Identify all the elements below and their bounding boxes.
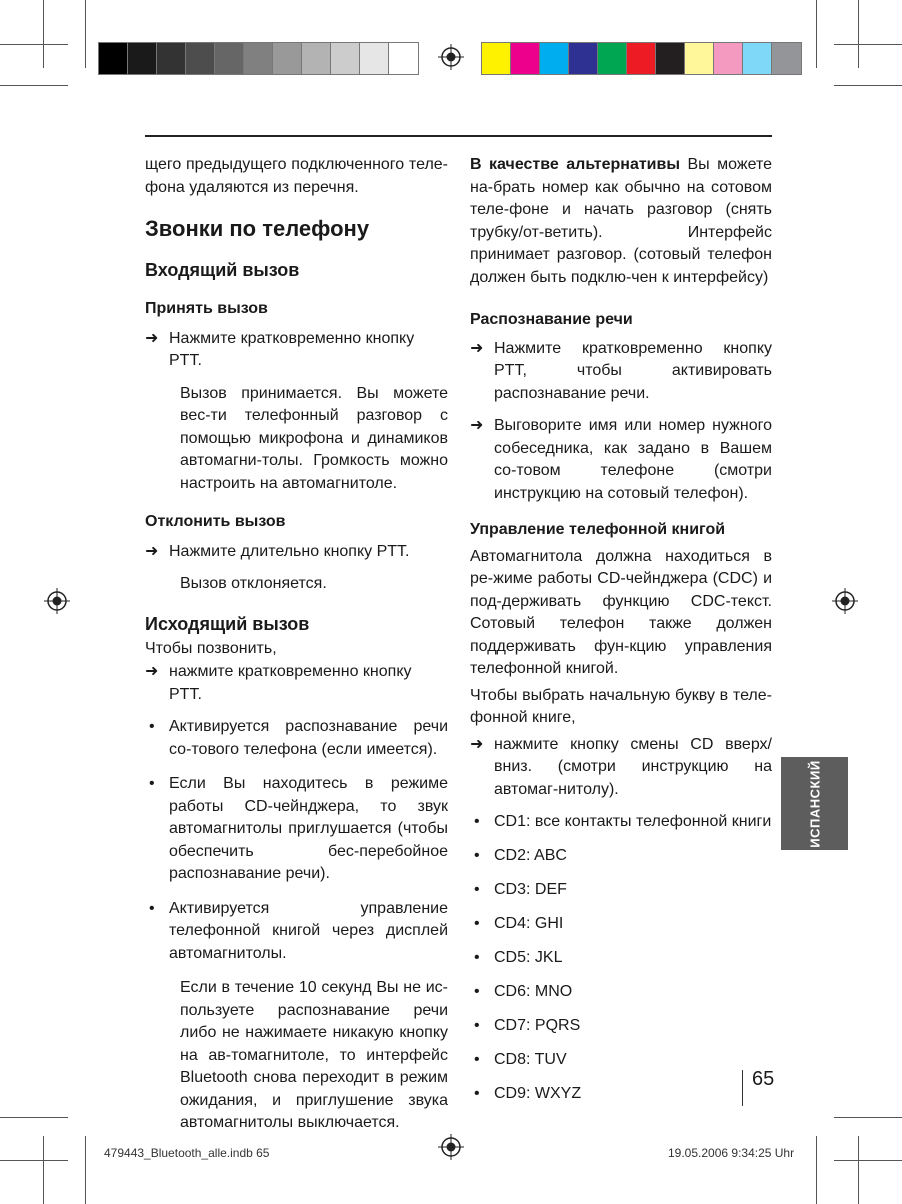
crop-mark xyxy=(834,85,902,86)
timeout-note: Если в течение 10 секунд Вы не ис-пользуете распознавание речи либо не нажимаете никакую кнопку на ав-томагнитоле, то интерфейс Bluetooth снова переходит в режим ожидания, и приглушение звука автомагнитолы выключается. xyxy=(180,979,448,1131)
crop-mark xyxy=(834,44,902,45)
bullet-icon: • xyxy=(474,847,480,864)
cd-list-item: • CD1: все контакты телефонной книги xyxy=(470,811,772,834)
bullet-icon: • xyxy=(474,1017,480,1034)
color-swatch xyxy=(743,43,772,74)
cd-list-item: • CD7: PQRS xyxy=(470,1015,772,1038)
registration-mark-icon xyxy=(44,588,70,614)
color-swatch xyxy=(685,43,714,74)
crop-mark xyxy=(43,0,44,68)
footer-filename: 479443_Bluetooth_alle.indb 65 xyxy=(104,1146,270,1160)
crop-mark xyxy=(0,1160,68,1161)
color-swatch xyxy=(360,43,389,74)
list-item: • Если Вы находитесь в режиме работы CD-чейнджера, то звук автомагнитолы приглушается (чтобы обеспечить бес-перебойное распознавание речи). xyxy=(149,775,448,882)
arrow-icon: ➜ xyxy=(470,339,484,357)
cd-list-item: • CD5: JKL xyxy=(470,947,772,970)
bullet-icon: • xyxy=(149,718,155,735)
accept-step: ➜ Нажмите кратковременно кнопку PTT. xyxy=(145,329,415,369)
phonebook-text: Чтобы выбрать начальную букву в теле-фонной книге, xyxy=(470,686,772,726)
header-rule xyxy=(145,135,772,137)
crop-mark xyxy=(0,1117,68,1118)
bullet-icon: • xyxy=(474,983,480,1000)
bullet-icon: • xyxy=(474,813,480,830)
page-number: 65 xyxy=(752,1068,775,1090)
color-swatch xyxy=(128,43,157,74)
footer-timestamp: 19.05.2006 9:34:25 Uhr xyxy=(668,1146,795,1160)
phonebook-heading: Управление телефонной книгой xyxy=(470,521,726,538)
color-swatch xyxy=(186,43,215,74)
speech-heading: Распознавание речи xyxy=(470,311,633,328)
cd-list xyxy=(470,811,775,1106)
color-swatch xyxy=(714,43,743,74)
crop-mark xyxy=(834,1160,902,1161)
cd-list-item: • CD6: MNO xyxy=(470,981,772,1004)
bullet-icon: • xyxy=(474,1085,480,1102)
color-swatch xyxy=(627,43,656,74)
arrow-icon: ➜ xyxy=(145,663,159,680)
bullet-icon: • xyxy=(149,899,155,917)
crop-mark xyxy=(0,44,68,45)
arrow-icon: ➜ xyxy=(145,329,159,347)
bullet-icon: • xyxy=(474,881,480,898)
reject-heading: Отклонить вызов xyxy=(145,513,286,530)
right-column xyxy=(470,154,775,1106)
outgoing-heading: Исходящий вызов xyxy=(145,613,310,634)
bullet-icon: • xyxy=(474,915,480,932)
color-swatch xyxy=(244,43,273,74)
registration-mark-icon xyxy=(438,1134,464,1160)
language-tab: ИСПАНСКИЙ xyxy=(781,757,848,850)
color-calibration-bar xyxy=(481,42,802,75)
outgoing-step: ➜ нажмите кратковременно кнопку PTT. xyxy=(145,663,412,703)
color-swatch xyxy=(656,43,685,74)
color-swatch xyxy=(389,43,418,74)
arrow-icon: ➜ xyxy=(470,735,484,753)
page-number-rule xyxy=(742,1070,743,1106)
speech-step: ➜ Выговорите имя или номер нужного собеседника, как задано в Вашем со-товом телефоне (смотри инструкцию на сотовый телефон). xyxy=(470,417,772,502)
section-title: Звонки по телефону xyxy=(145,216,370,241)
crop-mark xyxy=(816,1136,817,1204)
color-swatch xyxy=(540,43,569,74)
accept-result: Вызов принимается. Вы можете вес-ти телефонный разговор с помощью микрофона и динамиков автомагни-толы. Громкость можно настроить на автомагнитоле. xyxy=(180,384,448,492)
outgoing-intro: Чтобы позвонить, xyxy=(145,639,277,657)
cd-list-item: • CD4: GHI xyxy=(470,913,772,936)
speech-step: ➜ Нажмите кратковременно кнопку PTT, чтобы активировать распознавание речи. xyxy=(470,339,772,402)
phonebook-text: Автомагнитола должна находиться в ре-жиме работы CD-чейнджера (CDC) и под-держивать функцию CDC-текст. Сотовый телефон также должен поддерживать фун-кцию управления телефонной книгой. xyxy=(470,547,772,677)
crop-mark xyxy=(834,1117,902,1118)
color-swatch xyxy=(215,43,244,74)
grayscale-calibration-bar xyxy=(98,42,419,75)
bullet-icon: • xyxy=(474,1051,480,1068)
crop-mark xyxy=(85,0,86,68)
color-swatch xyxy=(99,43,128,74)
accept-heading: Принять вызов xyxy=(145,300,268,317)
crop-mark xyxy=(858,1136,859,1204)
color-swatch xyxy=(273,43,302,74)
cd-list-item: • CD9: WXYZ xyxy=(470,1083,772,1106)
color-swatch xyxy=(511,43,540,74)
crop-mark xyxy=(43,1136,44,1204)
bullet-icon: • xyxy=(474,949,480,966)
color-swatch xyxy=(331,43,360,74)
arrow-icon: ➜ xyxy=(470,417,484,434)
cd-list-item: • CD3: DEF xyxy=(470,879,772,902)
color-swatch xyxy=(157,43,186,74)
arrow-icon: ➜ xyxy=(145,542,159,560)
list-item: • Активируется управление телефонной книгой через дисплей автомагнитолы. xyxy=(149,899,448,962)
list-item: • Активируется распознавание речи со-тового телефона (если имеется). xyxy=(149,718,448,758)
color-swatch xyxy=(302,43,331,74)
color-swatch xyxy=(598,43,627,74)
color-swatch xyxy=(569,43,598,74)
registration-mark-icon xyxy=(832,588,858,614)
color-swatch xyxy=(772,43,801,74)
cd-list-item: • CD2: ABC xyxy=(470,845,772,868)
cd-list-item: • CD8: TUV xyxy=(470,1049,772,1072)
incoming-heading: Входящий вызов xyxy=(145,260,300,280)
crop-mark xyxy=(858,0,859,68)
reject-step: ➜ Нажмите длительно кнопку PTT. xyxy=(145,541,448,564)
crop-mark xyxy=(0,85,68,86)
phonebook-step: ➜ нажмите кнопку смены CD вверх/вниз. (смотри инструкцию на автомаг-нитолу). xyxy=(470,735,772,798)
intro-text: щего предыдущего подключенного теле-фона удаляются из перечня. xyxy=(145,156,448,196)
crop-mark xyxy=(816,0,817,68)
reject-result: Вызов отклоняется. xyxy=(180,575,327,592)
alternative-paragraph: В качестве альтернативы Вы можете на-брать номер как обычно на сотовом теле-фоне и начать разговор (снять трубку/от-ветить). Интерфейс принимает разговор. (сотовый телефон должен быть подклю-чен к интерфейсу) xyxy=(470,156,772,286)
left-column xyxy=(145,154,448,1135)
crop-mark xyxy=(85,1136,86,1204)
color-swatch xyxy=(482,43,511,74)
bullet-icon: • xyxy=(149,775,155,792)
registration-mark-icon xyxy=(438,44,464,70)
